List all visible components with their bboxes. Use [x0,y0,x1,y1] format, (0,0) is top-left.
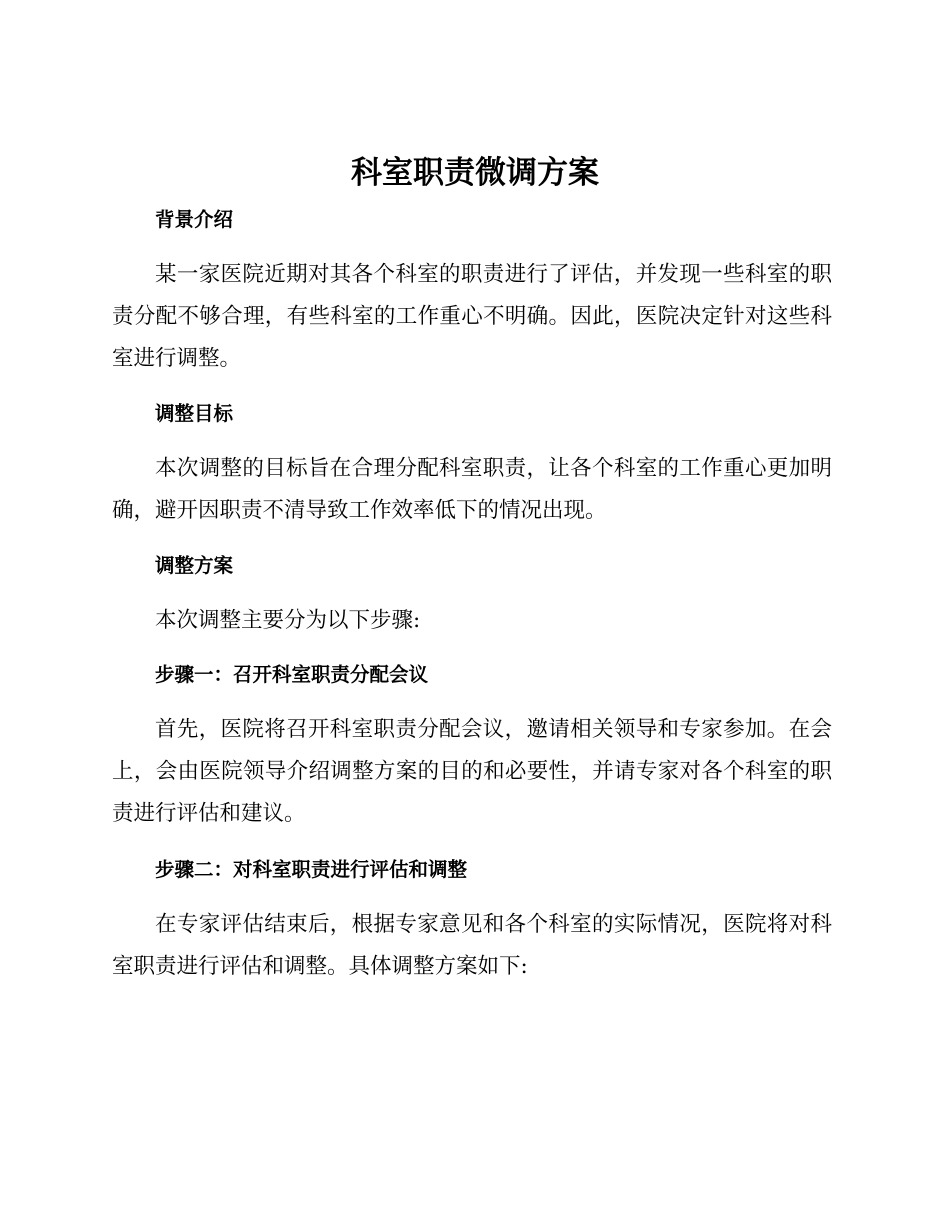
paragraph-plan-intro: 本次调整主要分为以下步骤: [155,608,421,633]
heading-step2: 步骤二：对科室职责进行评估和调整 [155,858,468,881]
paragraph-step2: 在专家评估结束后，根据专家意见和各个科室的实际情况，医院将对科室职责进行评估和调整。具体调整方案如下: [112,912,832,979]
heading-background: 背景介绍 [155,208,234,231]
heading-goal: 调整目标 [155,402,234,425]
paragraph-goal: 本次调整的目标旨在合理分配科室职责，让各个科室的工作重心更加明确，避开因职责不清导致工作效率低下的情况出现。 [112,456,832,523]
paragraph-background: 某一家医院近期对其各个科室的职责进行了评估，并发现一些科室的职责分配不够合理，有些科室的工作重心不明确。因此，医院决定针对这些科室进行调整。 [112,262,832,371]
heading-step1: 步骤一：召开科室职责分配会议 [155,663,429,686]
heading-plan: 调整方案 [155,554,234,577]
paragraph-step1: 首先，医院将召开科室职责分配会议，邀请相关领导和专家参加。在会上，会由医院领导介绍调整方案的目的和必要性，并请专家对各个科室的职责进行评估和建议。 [112,717,832,826]
document-title: 科室职责微调方案 [351,155,599,191]
